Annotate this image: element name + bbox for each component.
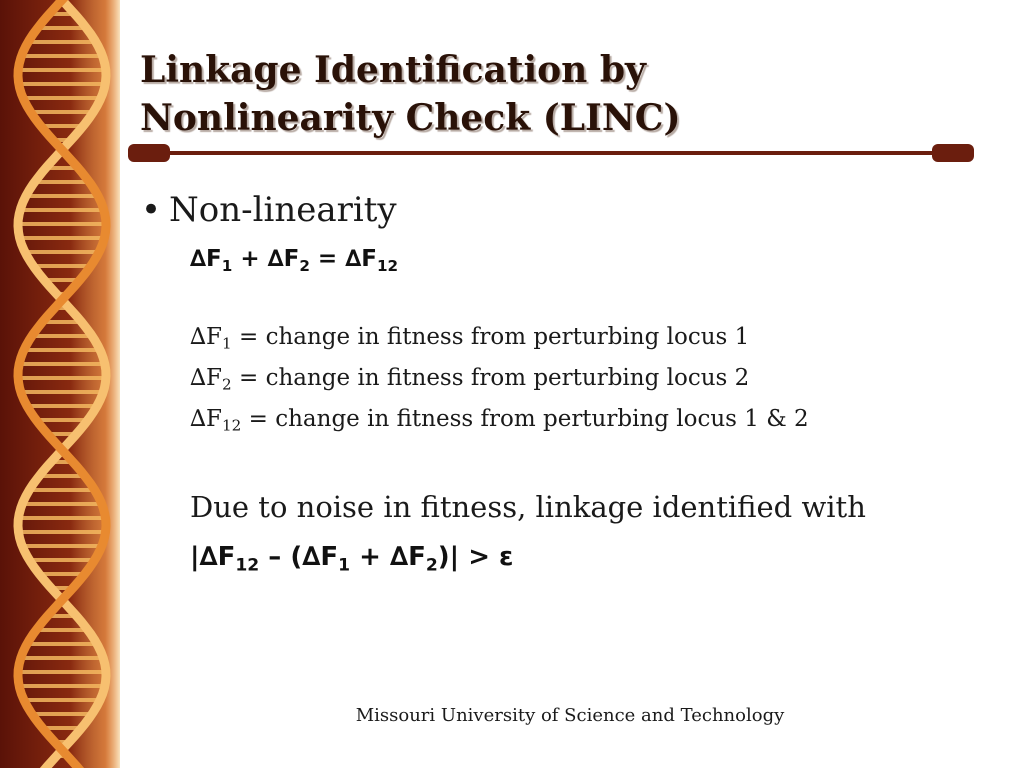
divider-right-cap (932, 144, 974, 162)
title-divider-rule (128, 144, 974, 162)
noise-statement: Due to noise in fitness, linkage identified with (190, 490, 866, 524)
def-sub: 12 (222, 416, 242, 435)
eq-term-delta-f1: ∆F (190, 246, 222, 272)
def-text: = change in fitness from perturbing locus 1 (231, 324, 750, 350)
cond-sub-12: 12 (235, 555, 260, 576)
equation-linkage-condition (190, 542, 514, 575)
def-symbol: ∆F (190, 324, 223, 350)
eq-sub-2: 2 (299, 256, 310, 275)
bullet-marker: • (141, 190, 162, 230)
dna-helix-image (0, 0, 120, 768)
slide-footer: Missouri University of Science and Technology (355, 705, 785, 726)
equation-linearity (190, 246, 398, 275)
definition-delta-f12 (190, 406, 809, 435)
cond-sub-2: 2 (425, 555, 438, 576)
def-sub: 1 (222, 334, 232, 353)
eq-sub-12: 12 (376, 256, 399, 275)
def-text: = change in fitness from perturbing locus 1 & 2 (241, 406, 809, 432)
cond-plus: + ∆F (350, 542, 426, 572)
def-symbol: ∆F (190, 365, 223, 391)
def-text: = change in fitness from perturbing locus 2 (231, 365, 750, 391)
title-line-1: Linkage Identification by (140, 49, 646, 91)
definition-delta-f2 (190, 365, 749, 394)
dna-helix-sidebar (0, 0, 120, 768)
eq-sub-1: 1 (221, 256, 233, 275)
bullet-nonlinearity (141, 190, 397, 230)
divider-line (158, 151, 944, 155)
definition-delta-f1 (190, 324, 749, 353)
def-symbol: ∆F (190, 406, 223, 432)
cond-open: |∆F (190, 542, 236, 572)
eq-plus: + (232, 246, 268, 272)
slide-title (140, 46, 1000, 142)
bullet-text: Non-linearity (169, 190, 397, 230)
eq-equals: = (309, 246, 346, 272)
eq-term-delta-f2: ∆F (267, 246, 300, 272)
cond-sub-1: 1 (338, 555, 351, 576)
cond-minus: – (∆F (259, 542, 339, 572)
cond-close: )| > ε (437, 542, 514, 572)
eq-term-delta-f12: ∆F (345, 246, 377, 272)
title-line-2: Nonlinearity Check (LINC) (140, 97, 681, 139)
def-sub: 2 (222, 375, 232, 394)
